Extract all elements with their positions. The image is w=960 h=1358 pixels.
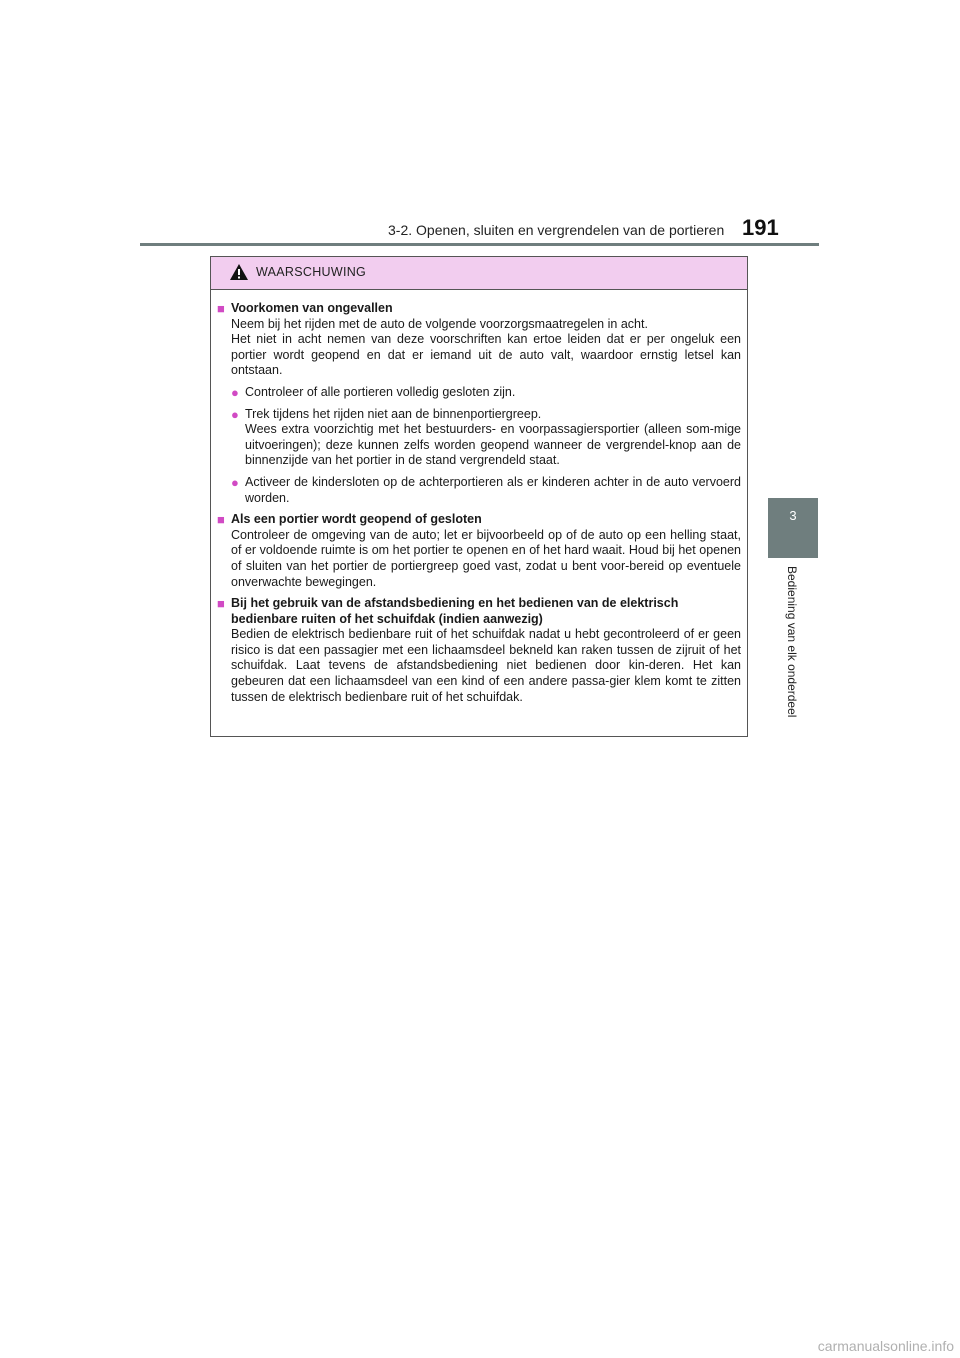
round-bullet-icon: ● bbox=[231, 474, 239, 490]
section-heading bbox=[217, 512, 741, 528]
warning-box bbox=[210, 256, 748, 737]
section-heading-text: Bij het gebruik van de afstandsbediening en het bedienen van de elektrisch bedienbare ruiten of het schuifdak (indien aanwezig) bbox=[231, 596, 679, 626]
page-header-title: 3-2. Openen, sluiten en vergrendelen van de portieren bbox=[388, 222, 725, 238]
section-paragraph: Het niet in acht nemen van deze voorschriften kan ertoe leiden dat er per ongeluk een portier wordt geopend en dat er iemand uit de auto valt, waardoor ernstig letsel kan ontstaan. bbox=[231, 332, 741, 378]
bullet-line: Controleer of alle portieren volledig gesloten zijn. bbox=[245, 384, 516, 399]
bullet-line: Activeer de kindersloten op de achterportieren als er kinderen achter in de auto vervoerd worden. bbox=[245, 474, 741, 505]
warning-triangle-icon bbox=[229, 263, 249, 281]
bullet-item bbox=[231, 385, 741, 401]
chapter-number: 3 bbox=[789, 508, 797, 523]
bullet-item bbox=[231, 475, 741, 506]
warning-title: WAARSCHUWING bbox=[256, 265, 367, 279]
section-heading bbox=[217, 301, 741, 317]
section-text bbox=[217, 528, 741, 590]
section-paragraph: Controleer de omgeving van de auto; let er bijvoorbeeld op of de auto op een helling staat, of er voldoende ruimte is om het portier te openen en of het hard waait. Houd bij het openen of sluiten van het portier de portiergreep goed vast, zodat u bent voor-bereid op eventuele onverwachte bewegingen. bbox=[231, 527, 741, 589]
warning-header bbox=[211, 257, 747, 290]
square-bullet-icon: ■ bbox=[217, 512, 225, 528]
square-bullet-icon: ■ bbox=[217, 596, 225, 612]
section-paragraph: Neem bij het rijden met de auto de volgende voorzorgsmaatregelen in acht. bbox=[231, 316, 648, 331]
section-text bbox=[217, 317, 741, 507]
bullet-item bbox=[231, 407, 741, 469]
bullet-text bbox=[245, 407, 741, 469]
warning-section bbox=[217, 301, 741, 506]
round-bullet-icon: ● bbox=[231, 406, 239, 422]
section-text bbox=[217, 627, 741, 705]
bullet-text bbox=[245, 475, 741, 506]
bullet-line: Trek tijdens het rijden niet aan de binnenportiergreep. bbox=[245, 406, 542, 421]
page-number: 191 bbox=[742, 215, 779, 240]
header-divider bbox=[140, 243, 819, 246]
section-paragraph: Bedien de elektrisch bedienbare ruit of het schuifdak nadat u hebt gecontroleerd of er geen risico is dat een passagier met een lichaamsdeel bekneld kan raken tussen de zijruit of het schuifdak. Laat tevens de afstandsbediening niet bedienen door kin-deren. Het kan gebeuren dat een lichaamsdeel van een kind of een andere passa-gier klem komt te zitten tussen de elektrisch bedienbare ruit of het schuifdak. bbox=[231, 627, 741, 704]
warning-section bbox=[217, 512, 741, 590]
section-heading bbox=[217, 596, 741, 627]
chapter-tab bbox=[768, 498, 818, 558]
section-heading-text: Voorkomen van ongevallen bbox=[231, 301, 393, 315]
bullet-line: Wees extra voorzichtig met het bestuurders- en voorpassagiersportier (alleen som-mige uitvoeringen); deze kunnen zelfs worden geopend wanneer de vergrendel-knop aan de binnenzijde van het portier in de stand vergrendeld staat. bbox=[245, 422, 741, 468]
warning-section bbox=[217, 596, 741, 705]
section-heading-text: Als een portier wordt geopend of gesloten bbox=[231, 512, 482, 527]
watermark: carmanualsonline.info bbox=[817, 1338, 954, 1354]
square-bullet-icon: ■ bbox=[217, 301, 225, 316]
chapter-label-text: Bediening van elk onderdeel bbox=[785, 566, 799, 718]
warning-body bbox=[211, 290, 747, 705]
bullet-text bbox=[245, 385, 741, 401]
round-bullet-icon: ● bbox=[231, 384, 239, 400]
